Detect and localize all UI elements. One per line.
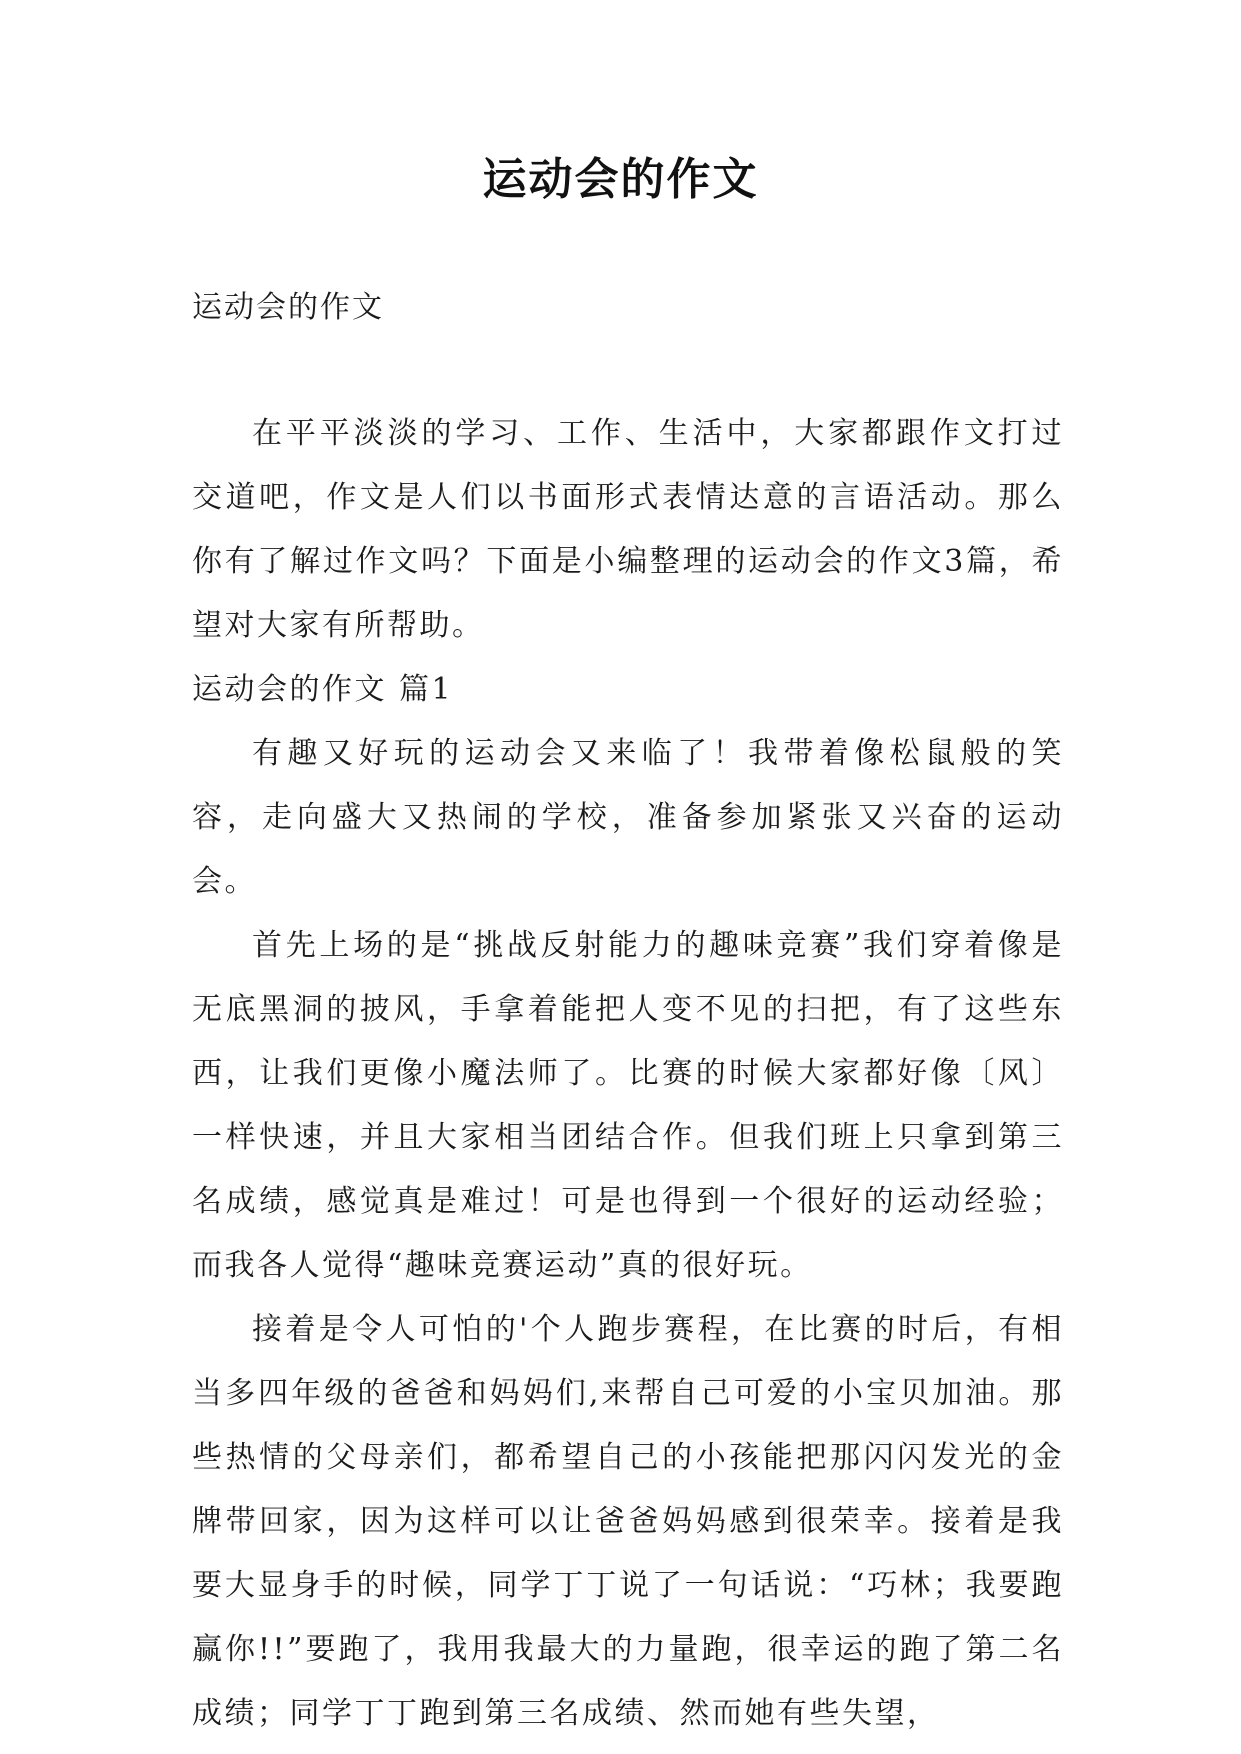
body-paragraph: 首先上场的是“挑战反射能力的趣味竞赛”我们穿着像是无底黑洞的披风，手拿着能把人变不见的扫把，有了这些东西，让我们更像小魔法师了。比赛的时候大家都好像〔风〕一样快速，并且大家相当团结合作。但我们班上只拿到第三名成绩，感觉真是难过！可是也得到一个很好的运动经验；而我各人觉得“趣味竞赛运动”真的很好玩。 — [192, 928, 1064, 1283]
section-heading: 运动会的作文 篇1 — [192, 672, 454, 707]
document-body — [192, 402, 1064, 1746]
page-title: 运动会的作文 — [482, 154, 759, 205]
intro-paragraph: 在平平淡淡的学习、工作、生活中，大家都跟作文打过交道吧，作文是人们以书面形式表情达意的言语活动。那么你有了解过作文吗？下面是小编整理的运动会的作文3篇，希望对大家有所帮助。 — [192, 416, 1064, 643]
body-paragraph: 接着是令人可怕的'个人跑步赛程，在比赛的时后，有相当多四年级的爸爸和妈妈们,来帮自己可爱的小宝贝加油。那些热情的父母亲们，都希望自己的小孩能把那闪闪发光的金牌带回家，因为这样可以让爸爸妈妈感到很荣幸。接着是我要大显身手的时候，同学丁丁说了一句话说：“巧林；我要跑赢你!!”要跑了，我用我最大的力量跑，很幸运的跑了第二名成绩；同学丁丁跑到第三名成绩、然而她有些失望， — [192, 1312, 1064, 1731]
body-paragraph: 有趣又好玩的运动会又来临了！我带着像松鼠般的笑容，走向盛大又热闹的学校，准备参加紧张又兴奋的运动会。 — [192, 736, 1064, 899]
document-subtitle: 运动会的作文 — [192, 290, 384, 325]
